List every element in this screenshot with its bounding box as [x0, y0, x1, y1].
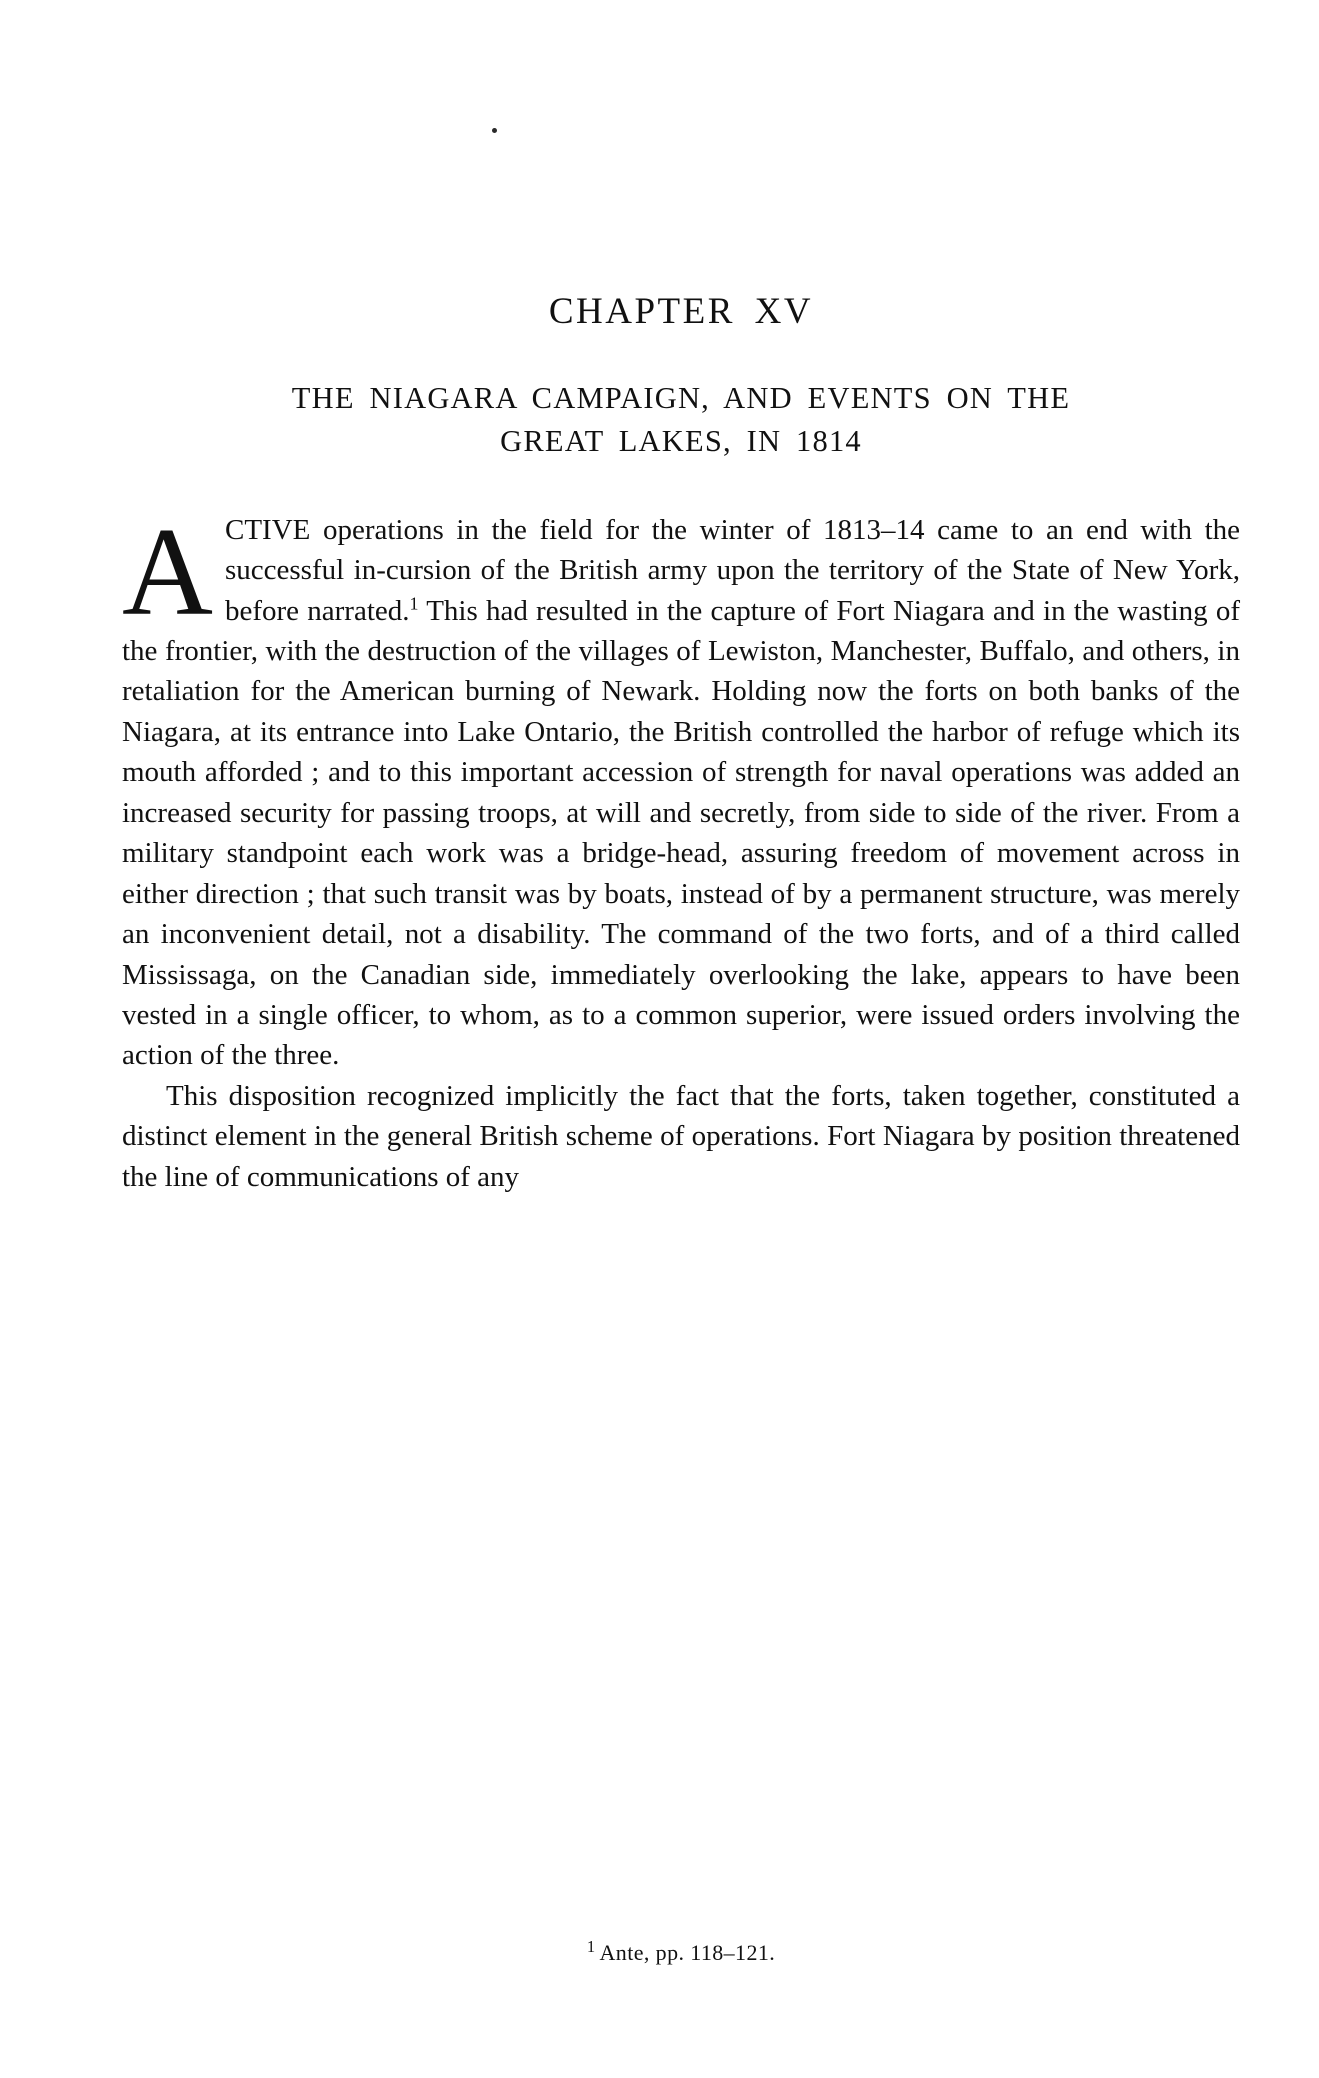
paragraph-1-opening: CTIVE operations in the field for the winter of 1813–14 came to an end with the successful in-cursion of the British army upon the territory of the State of New York, before narrated.	[225, 513, 1240, 627]
paragraph-1-continued: This had resulted in the capture of Fort Niagara and in the wasting of the frontier, with the destruction of the villages of Lewiston, Manchester, Buffalo, and others, in retaliation for the American burning of Newark. Holding now the forts on both banks of the Niagara, at its entrance into Lake Ontario, the British controlled the harbor of refuge which its mouth afforded ; and to this important accession of strength for naval operations was added an increased security for passing troops, at will and secretly, from side to side of the river. From a military standpoint each work was a bridge-head, assuring freedom of movement across in either direction ; that such transit was by boats, instead of by a permanent structure, was merely an inconvenient detail, not a disability. The command of the two forts, and of a third called Mississaga, on the Canadian side, immediately overlooking the lake, appears to have been vested in a single officer, to whom, as to a common superior, were issued orders involving the action of the three.	[122, 594, 1241, 1072]
body-text	[122, 502, 1241, 1198]
page-top-mark	[492, 128, 497, 133]
chapter-heading: CHAPTER XV	[548, 291, 814, 332]
drop-cap-letter: A	[122, 502, 213, 642]
footnote-text: Ante, pp. 118–121.	[599, 1940, 776, 1965]
chapter-subtitle-line-2: GREAT LAKES, IN 1814	[500, 424, 862, 459]
page-content	[122, 290, 1240, 1197]
footnote	[122, 1936, 1240, 1966]
footnote-marker: 1	[586, 1936, 596, 1956]
footnote-reference-1: 1	[409, 592, 419, 613]
paragraph-1	[122, 502, 1241, 1076]
chapter-subtitle-line-1: THE NIAGARA CAMPAIGN, AND EVENTS ON THE	[291, 381, 1071, 415]
chapter-subtitle	[122, 377, 1240, 464]
paragraph-2: This disposition recognized implicitly the fact that the forts, taken together, constituted a distinct element in the general British scheme of operations. Fort Niagara by position threatened the line of communications of any	[122, 1079, 1240, 1193]
